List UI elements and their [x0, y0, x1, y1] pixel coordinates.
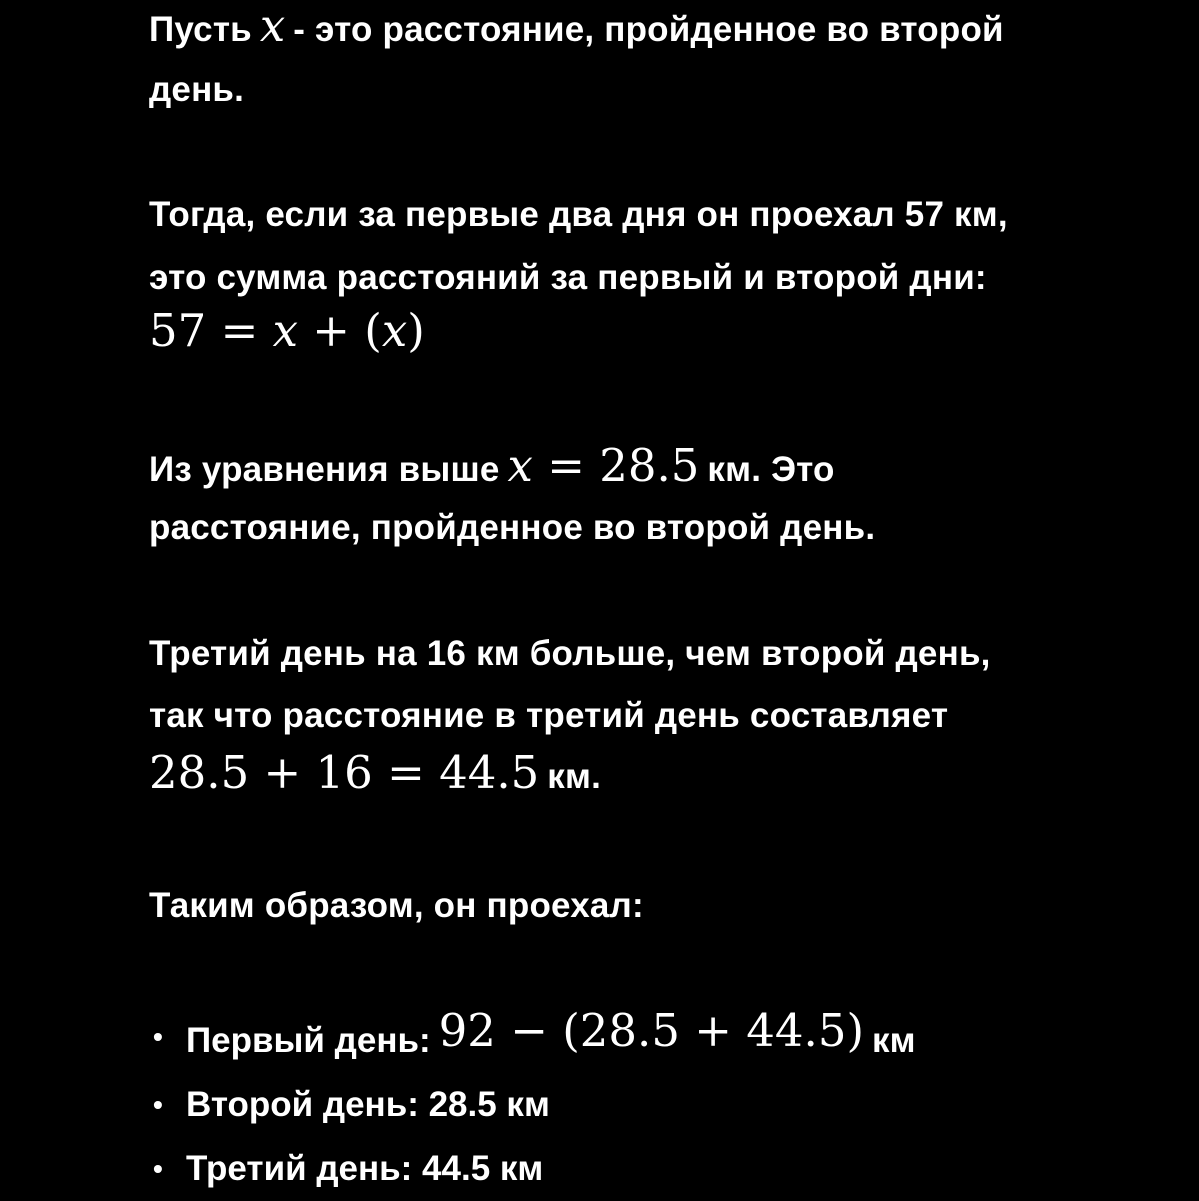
para1-after: - это расстояние, пройденное во второй — [293, 10, 1004, 49]
day2-text: Второй день: 28.5 км — [186, 1085, 550, 1124]
para1-line1 — [149, 0, 1004, 60]
list-item-day3 — [149, 1137, 915, 1201]
eq-end: ) — [407, 304, 425, 357]
bullet: • — [153, 1021, 163, 1052]
para4-after: км. — [547, 757, 602, 796]
para2-line1: Тогда, если за первые два дня он проехал 57 км, — [149, 195, 1008, 234]
day3-text: Третий день: 44.5 км — [186, 1149, 544, 1188]
para3-before: Из уравнения выше — [149, 450, 500, 489]
para2-line2: это сумма расстояний за первый и второй дни: — [149, 258, 987, 297]
list-item-day2 — [149, 1073, 915, 1137]
day1-unit: км — [872, 1021, 916, 1060]
para4-line2: так что расстояние в третий день составляет — [149, 696, 949, 735]
list-item-day1 — [149, 1005, 915, 1073]
para5: Таким образом, он проехал: — [149, 886, 644, 925]
para3-line1 — [149, 436, 835, 500]
bullet: • — [153, 1089, 163, 1120]
day1-label: Первый день: — [186, 1021, 431, 1060]
para1-line2: день. — [149, 70, 245, 109]
days-list — [149, 1005, 915, 1201]
eq-var2: x — [381, 304, 408, 357]
eq-lhs: 57 = — [149, 304, 273, 357]
para4-math: 28.5 + 16 = 44.5 — [149, 746, 540, 799]
para3-var: x — [507, 439, 533, 492]
para4-line3 — [149, 743, 601, 807]
bullet: • — [153, 1153, 163, 1184]
para1-before: Пусть — [149, 10, 252, 49]
eq-var: x — [272, 304, 298, 357]
eq-mid: + ( — [297, 304, 382, 357]
para3-line2: расстояние, пройденное во второй день. — [149, 508, 876, 547]
para1-var: x — [259, 0, 286, 52]
para3-after: км. Это — [707, 450, 835, 489]
para2-equation — [149, 306, 425, 360]
para4-line1: Третий день на 16 км больше, чем второй день, — [149, 634, 991, 673]
day1-math: 92 − (28.5 + 44.5) — [438, 1004, 865, 1057]
para3-math: = 28.5 — [532, 439, 700, 492]
